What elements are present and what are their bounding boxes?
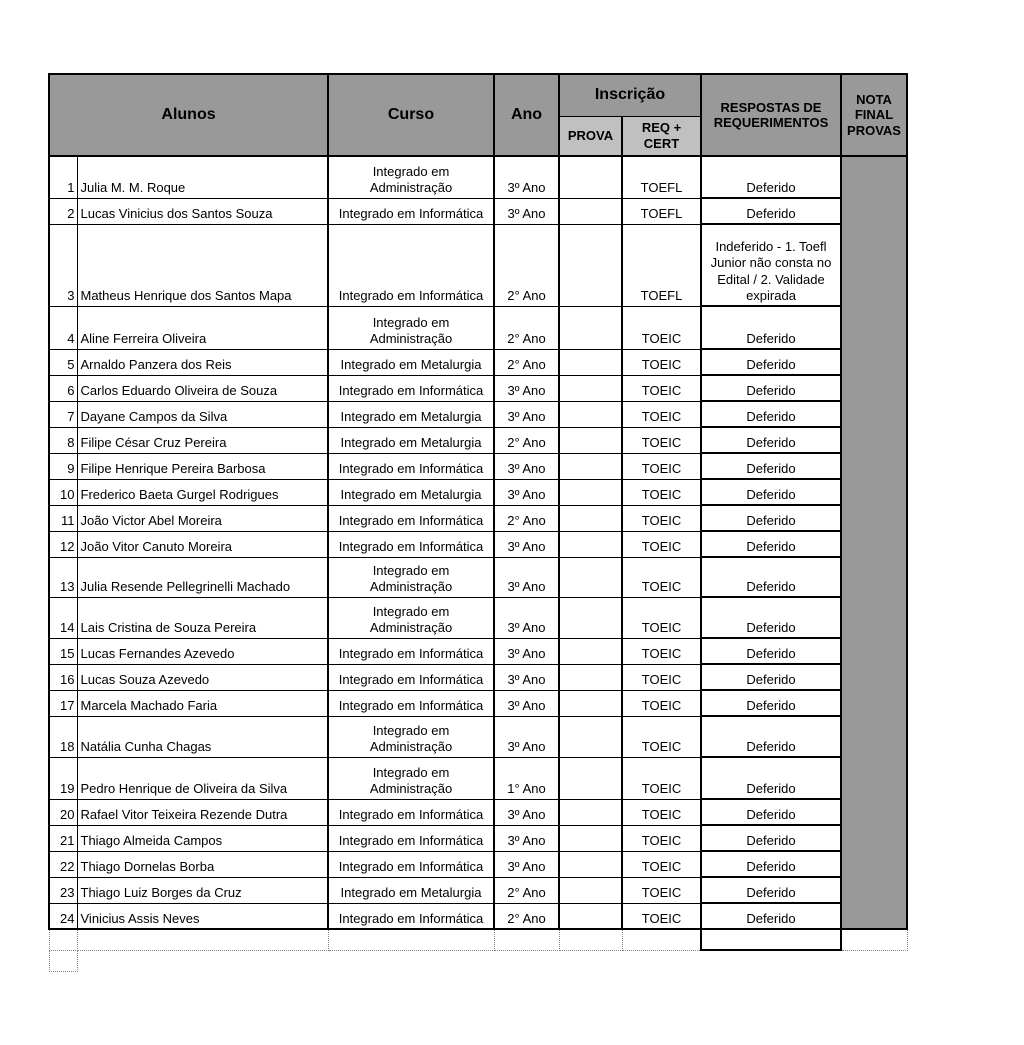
cell-ano[interactable]: 3º Ano bbox=[494, 453, 559, 479]
cell-req-cert[interactable]: TOEIC bbox=[622, 505, 701, 531]
students-requests-table bbox=[48, 73, 908, 972]
cell-prova[interactable] bbox=[559, 799, 622, 825]
cell-student-name[interactable]: Aline Ferreira Oliveira bbox=[77, 306, 328, 349]
cell-student-name[interactable]: Thiago Luiz Borges da Cruz bbox=[77, 877, 328, 903]
cell-row-number[interactable]: 15 bbox=[49, 638, 77, 664]
cell-resposta[interactable]: Deferido bbox=[701, 757, 841, 799]
table-row bbox=[49, 427, 907, 453]
cell-prova[interactable] bbox=[559, 825, 622, 851]
cell-req-cert[interactable]: TOEIC bbox=[622, 716, 701, 757]
cell-student-name[interactable]: Julia M. M. Roque bbox=[77, 156, 328, 198]
cell-ano[interactable]: 2° Ano bbox=[494, 427, 559, 453]
cell-resposta[interactable]: Deferido bbox=[701, 903, 841, 929]
blank-area bbox=[77, 950, 907, 971]
empty-grid-stub-row bbox=[49, 950, 907, 971]
cell-curso[interactable]: Integrado em Administração bbox=[328, 597, 494, 638]
table-row bbox=[49, 198, 907, 224]
cell-resposta[interactable]: Deferido bbox=[701, 690, 841, 716]
cell-resposta[interactable]: Deferido bbox=[701, 505, 841, 531]
cell-ano[interactable]: 3º Ano bbox=[494, 479, 559, 505]
cell-row-number[interactable]: 5 bbox=[49, 349, 77, 375]
cell-curso[interactable]: Integrado em Informática bbox=[328, 375, 494, 401]
cell-resposta[interactable]: Deferido bbox=[701, 799, 841, 825]
cell-curso[interactable]: Integrado em Informática bbox=[328, 198, 494, 224]
cell-row-number[interactable]: 4 bbox=[49, 306, 77, 349]
cell-row-number[interactable]: 9 bbox=[49, 453, 77, 479]
active-cell-outline[interactable] bbox=[49, 950, 77, 971]
cell-prova[interactable] bbox=[559, 557, 622, 597]
cell-resposta[interactable]: Deferido bbox=[701, 557, 841, 597]
table-row bbox=[49, 825, 907, 851]
cell-row-number[interactable]: 7 bbox=[49, 401, 77, 427]
cell-prova[interactable] bbox=[559, 851, 622, 877]
cell-curso[interactable]: Integrado em Informática bbox=[328, 851, 494, 877]
cell-student-name[interactable]: Arnaldo Panzera dos Reis bbox=[77, 349, 328, 375]
cell-prova[interactable] bbox=[559, 597, 622, 638]
cell-ano[interactable]: 3º Ano bbox=[494, 851, 559, 877]
table-row bbox=[49, 597, 907, 638]
cell-student-name[interactable]: Dayane Campos da Silva bbox=[77, 401, 328, 427]
table-row bbox=[49, 903, 907, 929]
empty-grid-row bbox=[49, 929, 907, 950]
cell-resposta[interactable]: Deferido bbox=[701, 716, 841, 757]
cell-prova[interactable] bbox=[559, 531, 622, 557]
cell-prova[interactable] bbox=[559, 664, 622, 690]
cell-req-cert[interactable]: TOEIC bbox=[622, 877, 701, 903]
cell-row-number[interactable]: 3 bbox=[49, 224, 77, 306]
cell-req-cert[interactable]: TOEFL bbox=[622, 224, 701, 306]
cell-student-name[interactable]: Lucas Fernandes Azevedo bbox=[77, 638, 328, 664]
header-curso[interactable]: Curso bbox=[328, 74, 494, 156]
cell-row-number[interactable]: 24 bbox=[49, 903, 77, 929]
cell-curso[interactable]: Integrado em Metalurgia bbox=[328, 401, 494, 427]
cell-row-number[interactable]: 12 bbox=[49, 531, 77, 557]
table-row bbox=[49, 349, 907, 375]
cell-ano[interactable]: 3º Ano bbox=[494, 597, 559, 638]
cell-curso[interactable]: Integrado em Administração bbox=[328, 156, 494, 198]
table-row bbox=[49, 453, 907, 479]
cell-curso[interactable]: Integrado em Informática bbox=[328, 224, 494, 306]
cell-student-name[interactable]: Carlos Eduardo Oliveira de Souza bbox=[77, 375, 328, 401]
cell-row-number[interactable]: 8 bbox=[49, 427, 77, 453]
cell-student-name[interactable]: Matheus Henrique dos Santos Mapa bbox=[77, 224, 328, 306]
table-row bbox=[49, 716, 907, 757]
cell-resposta[interactable]: Deferido bbox=[701, 427, 841, 453]
table-row bbox=[49, 479, 907, 505]
cell-prova[interactable] bbox=[559, 349, 622, 375]
cell-prova[interactable] bbox=[559, 401, 622, 427]
cell-ano[interactable]: 3º Ano bbox=[494, 825, 559, 851]
cell-req-cert[interactable]: TOEIC bbox=[622, 757, 701, 799]
table-row bbox=[49, 877, 907, 903]
cell-prova[interactable] bbox=[559, 479, 622, 505]
table-row bbox=[49, 851, 907, 877]
cell-curso[interactable]: Integrado em Informática bbox=[328, 453, 494, 479]
cell-req-cert[interactable]: TOEIC bbox=[622, 427, 701, 453]
cell-resposta[interactable]: Deferido bbox=[701, 453, 841, 479]
cell-ano[interactable]: 2° Ano bbox=[494, 306, 559, 349]
cell-resposta[interactable]: Deferido bbox=[701, 531, 841, 557]
cell-req-cert[interactable]: TOEIC bbox=[622, 557, 701, 597]
cell-row-number[interactable]: 2 bbox=[49, 198, 77, 224]
cell-curso[interactable]: Integrado em Metalurgia bbox=[328, 479, 494, 505]
cell-student-name[interactable]: Rafael Vitor Teixeira Rezende Dutra bbox=[77, 799, 328, 825]
table-row bbox=[49, 224, 907, 306]
cell-req-cert[interactable]: TOEIC bbox=[622, 690, 701, 716]
cell-curso[interactable]: Integrado em Metalurgia bbox=[328, 877, 494, 903]
cell-curso[interactable]: Integrado em Informática bbox=[328, 903, 494, 929]
table-row bbox=[49, 690, 907, 716]
cell-req-cert[interactable]: TOEFL bbox=[622, 198, 701, 224]
cell-prova[interactable] bbox=[559, 505, 622, 531]
cell-student-name[interactable]: João Vitor Canuto Moreira bbox=[77, 531, 328, 557]
cell-student-name[interactable]: Filipe César Cruz Pereira bbox=[77, 427, 328, 453]
cell-student-name[interactable]: Lucas Vinicius dos Santos Souza bbox=[77, 198, 328, 224]
cell-prova[interactable] bbox=[559, 453, 622, 479]
cell-ano[interactable]: 3º Ano bbox=[494, 375, 559, 401]
cell-ano[interactable]: 3º Ano bbox=[494, 531, 559, 557]
empty-cell[interactable] bbox=[841, 929, 907, 950]
header-nota-final-provas[interactable]: NOTA FINAL PROVAS bbox=[841, 74, 907, 156]
cell-curso[interactable]: Integrado em Administração bbox=[328, 557, 494, 597]
table-row bbox=[49, 664, 907, 690]
empty-cell[interactable] bbox=[328, 929, 494, 950]
cell-curso[interactable]: Integrado em Informática bbox=[328, 690, 494, 716]
cell-row-number[interactable]: 21 bbox=[49, 825, 77, 851]
cell-req-cert[interactable]: TOEFL bbox=[622, 156, 701, 198]
cell-prova[interactable] bbox=[559, 375, 622, 401]
table-row bbox=[49, 757, 907, 799]
cell-curso[interactable]: Integrado em Informática bbox=[328, 505, 494, 531]
table-row bbox=[49, 531, 907, 557]
cell-student-name[interactable]: Vinicius Assis Neves bbox=[77, 903, 328, 929]
cell-prova[interactable] bbox=[559, 427, 622, 453]
cell-row-number[interactable]: 20 bbox=[49, 799, 77, 825]
cell-resposta[interactable]: Deferido bbox=[701, 306, 841, 349]
cell-prova[interactable] bbox=[559, 877, 622, 903]
cell-req-cert[interactable]: TOEIC bbox=[622, 306, 701, 349]
header-ano[interactable]: Ano bbox=[494, 74, 559, 156]
table-row bbox=[49, 799, 907, 825]
cell-ano[interactable]: 3º Ano bbox=[494, 156, 559, 198]
cell-ano[interactable]: 3º Ano bbox=[494, 690, 559, 716]
header-alunos[interactable]: Alunos bbox=[49, 74, 328, 156]
cell-row-number[interactable]: 23 bbox=[49, 877, 77, 903]
table-row bbox=[49, 505, 907, 531]
cell-prova[interactable] bbox=[559, 757, 622, 799]
cell-curso[interactable]: Integrado em Informática bbox=[328, 638, 494, 664]
cell-row-number[interactable]: 6 bbox=[49, 375, 77, 401]
cell-prova[interactable] bbox=[559, 638, 622, 664]
header-inscricao[interactable]: Inscrição bbox=[559, 74, 701, 116]
header-req-cert[interactable]: REQ + CERT bbox=[622, 116, 701, 156]
cell-prova[interactable] bbox=[559, 690, 622, 716]
cell-req-cert[interactable]: TOEIC bbox=[622, 799, 701, 825]
cell-student-name[interactable]: Thiago Almeida Campos bbox=[77, 825, 328, 851]
cell-resposta[interactable]: Deferido bbox=[701, 198, 841, 224]
table-row bbox=[49, 401, 907, 427]
empty-cell[interactable] bbox=[77, 929, 328, 950]
header-prova[interactable]: PROVA bbox=[559, 116, 622, 156]
cell-ano[interactable]: 3º Ano bbox=[494, 716, 559, 757]
cell-student-name[interactable]: Marcela Machado Faria bbox=[77, 690, 328, 716]
cell-row-number[interactable]: 19 bbox=[49, 757, 77, 799]
cell-row-number[interactable]: 10 bbox=[49, 479, 77, 505]
cell-resposta[interactable]: Deferido bbox=[701, 664, 841, 690]
cell-curso[interactable]: Integrado em Informática bbox=[328, 664, 494, 690]
cell-prova[interactable] bbox=[559, 306, 622, 349]
cell-ano[interactable]: 3º Ano bbox=[494, 557, 559, 597]
cell-curso[interactable]: Integrado em Administração bbox=[328, 306, 494, 349]
table-body bbox=[49, 156, 907, 929]
cell-req-cert[interactable]: TOEIC bbox=[622, 825, 701, 851]
empty-cell[interactable] bbox=[622, 929, 701, 950]
cell-ano[interactable]: 3º Ano bbox=[494, 638, 559, 664]
cell-req-cert[interactable]: TOEIC bbox=[622, 401, 701, 427]
cell-row-number[interactable]: 11 bbox=[49, 505, 77, 531]
cell-student-name[interactable]: Thiago Dornelas Borba bbox=[77, 851, 328, 877]
cell-student-name[interactable]: Julia Resende Pellegrinelli Machado bbox=[77, 557, 328, 597]
cell-req-cert[interactable]: TOEIC bbox=[622, 638, 701, 664]
cell-prova[interactable] bbox=[559, 224, 622, 306]
cell-curso[interactable]: Integrado em Informática bbox=[328, 531, 494, 557]
cell-ano[interactable]: 2° Ano bbox=[494, 505, 559, 531]
cell-resposta[interactable]: Deferido bbox=[701, 156, 841, 198]
cell-student-name[interactable]: Frederico Baeta Gurgel Rodrigues bbox=[77, 479, 328, 505]
cell-prova[interactable] bbox=[559, 198, 622, 224]
cell-student-name[interactable]: João Victor Abel Moreira bbox=[77, 505, 328, 531]
cell-ano[interactable]: 2° Ano bbox=[494, 349, 559, 375]
cell-curso[interactable]: Integrado em Metalurgia bbox=[328, 427, 494, 453]
header-respostas-de-requerimentos[interactable]: RESPOSTAS DE REQUERIMENTOS bbox=[701, 74, 841, 156]
cell-student-name[interactable]: Natália Cunha Chagas bbox=[77, 716, 328, 757]
cell-row-number[interactable]: 16 bbox=[49, 664, 77, 690]
cell-resposta-extra[interactable] bbox=[701, 929, 841, 950]
cell-curso[interactable]: Integrado em Administração bbox=[328, 716, 494, 757]
empty-cell[interactable] bbox=[494, 929, 559, 950]
cell-req-cert[interactable]: TOEIC bbox=[622, 453, 701, 479]
cell-resposta[interactable]: Deferido bbox=[701, 877, 841, 903]
cell-req-cert[interactable]: TOEIC bbox=[622, 664, 701, 690]
cell-req-cert[interactable]: TOEIC bbox=[622, 903, 701, 929]
cell-student-name[interactable]: Lais Cristina de Souza Pereira bbox=[77, 597, 328, 638]
cell-req-cert[interactable]: TOEIC bbox=[622, 479, 701, 505]
cell-student-name[interactable]: Pedro Henrique de Oliveira da Silva bbox=[77, 757, 328, 799]
cell-req-cert[interactable]: TOEIC bbox=[622, 597, 701, 638]
table-row bbox=[49, 306, 907, 349]
cell-row-number[interactable]: 1 bbox=[49, 156, 77, 198]
cell-curso[interactable]: Integrado em Administração bbox=[328, 757, 494, 799]
cell-ano[interactable]: 2° Ano bbox=[494, 224, 559, 306]
cell-ano[interactable]: 3º Ano bbox=[494, 799, 559, 825]
cell-ano[interactable]: 2° Ano bbox=[494, 903, 559, 929]
cell-resposta[interactable]: Deferido bbox=[701, 479, 841, 505]
table-header bbox=[49, 74, 907, 156]
cell-curso[interactable]: Integrado em Metalurgia bbox=[328, 349, 494, 375]
cell-student-name[interactable]: Lucas Souza Azevedo bbox=[77, 664, 328, 690]
cell-resposta[interactable]: Deferido bbox=[701, 825, 841, 851]
cell-row-number[interactable]: 18 bbox=[49, 716, 77, 757]
cell-resposta[interactable]: Deferido bbox=[701, 638, 841, 664]
cell-row-number[interactable]: 22 bbox=[49, 851, 77, 877]
cell-curso[interactable]: Integrado em Informática bbox=[328, 799, 494, 825]
cell-curso[interactable]: Integrado em Informática bbox=[328, 825, 494, 851]
cell-ano[interactable]: 3º Ano bbox=[494, 664, 559, 690]
trailing-gridlines bbox=[49, 929, 907, 971]
table-row bbox=[49, 375, 907, 401]
cell-ano[interactable]: 3º Ano bbox=[494, 401, 559, 427]
cell-resposta[interactable]: Indeferido - 1. Toefl Junior não consta no Edital / 2. Validade expirada bbox=[701, 224, 841, 306]
cell-row-number[interactable]: 17 bbox=[49, 690, 77, 716]
cell-req-cert[interactable]: TOEIC bbox=[622, 349, 701, 375]
table-row bbox=[49, 557, 907, 597]
table-row bbox=[49, 156, 907, 198]
cell-prova[interactable] bbox=[559, 716, 622, 757]
cell-prova[interactable] bbox=[559, 903, 622, 929]
empty-cell[interactable] bbox=[559, 929, 622, 950]
cell-row-number[interactable]: 14 bbox=[49, 597, 77, 638]
cell-resposta[interactable]: Deferido bbox=[701, 597, 841, 638]
cell-ano[interactable]: 2° Ano bbox=[494, 877, 559, 903]
cell-ano[interactable]: 3º Ano bbox=[494, 198, 559, 224]
empty-cell[interactable] bbox=[49, 929, 77, 950]
cell-req-cert[interactable]: TOEIC bbox=[622, 375, 701, 401]
cell-resposta[interactable]: Deferido bbox=[701, 401, 841, 427]
cell-ano[interactable]: 1° Ano bbox=[494, 757, 559, 799]
cell-req-cert[interactable]: TOEIC bbox=[622, 531, 701, 557]
cell-prova[interactable] bbox=[559, 156, 622, 198]
cell-resposta[interactable]: Deferido bbox=[701, 851, 841, 877]
cell-req-cert[interactable]: TOEIC bbox=[622, 851, 701, 877]
cell-resposta[interactable]: Deferido bbox=[701, 349, 841, 375]
cell-row-number[interactable]: 13 bbox=[49, 557, 77, 597]
table-row bbox=[49, 638, 907, 664]
nota-final-column-block[interactable] bbox=[841, 156, 907, 929]
cell-resposta[interactable]: Deferido bbox=[701, 375, 841, 401]
cell-student-name[interactable]: Filipe Henrique Pereira Barbosa bbox=[77, 453, 328, 479]
